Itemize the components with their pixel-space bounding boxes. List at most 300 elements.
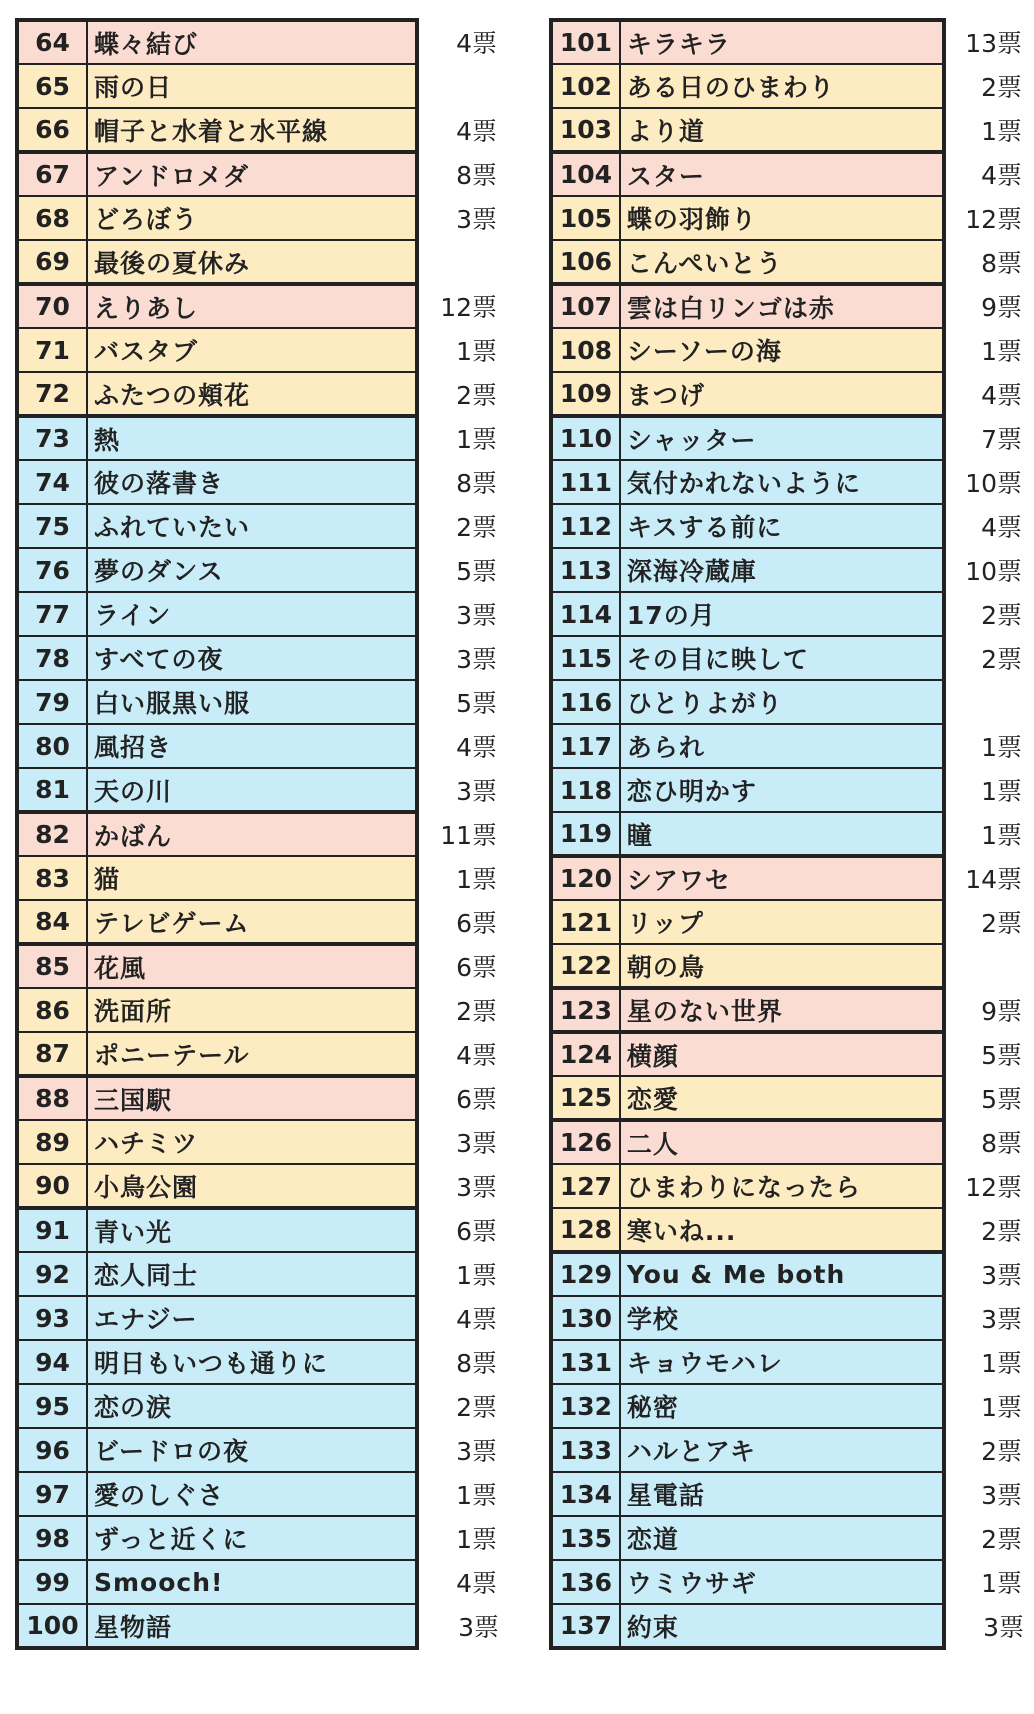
- song-number: 108: [551, 328, 620, 372]
- song-number: 71: [17, 328, 87, 372]
- song-title: リップ: [620, 900, 944, 944]
- table-row: [17, 196, 507, 240]
- song-title: 夢のダンス: [87, 548, 417, 592]
- table-row: [17, 416, 507, 460]
- table-row: [551, 240, 1032, 284]
- vote-count: 3票: [944, 1296, 1032, 1340]
- vote-count: 4票: [417, 1296, 507, 1340]
- song-number: 128: [551, 1208, 620, 1252]
- vote-count: 9票: [944, 988, 1032, 1032]
- vote-count: 4票: [944, 372, 1032, 416]
- table-row: [551, 1472, 1032, 1516]
- song-number: 105: [551, 196, 620, 240]
- table-row: [551, 1340, 1032, 1384]
- table-row: [551, 1384, 1032, 1428]
- song-title: その目に映して: [620, 636, 944, 680]
- song-title: より道: [620, 108, 944, 152]
- song-title: ふたつの頬花: [87, 372, 417, 416]
- table-row: [17, 1604, 507, 1648]
- song-number: 102: [551, 64, 620, 108]
- table-row: [551, 1164, 1032, 1208]
- song-title: 恋の涙: [87, 1384, 417, 1428]
- song-title: 彼の落書き: [87, 460, 417, 504]
- table-row: [551, 416, 1032, 460]
- song-number: 66: [17, 108, 87, 152]
- table-row: [17, 1296, 507, 1340]
- vote-count: 3票: [944, 1472, 1032, 1516]
- vote-count: 3票: [417, 1428, 507, 1472]
- song-title: ふれていたい: [87, 504, 417, 548]
- vote-count: 5票: [417, 680, 507, 724]
- vote-count: 8票: [944, 1120, 1032, 1164]
- table-row: [551, 1208, 1032, 1252]
- song-title: You & Me both: [620, 1252, 944, 1296]
- table-row: [17, 812, 507, 856]
- song-number: 125: [551, 1076, 620, 1120]
- song-number: 70: [17, 284, 87, 328]
- vote-count: 1票: [417, 1252, 507, 1296]
- vote-count: 13票: [944, 20, 1032, 64]
- vote-count: 1票: [944, 724, 1032, 768]
- table-row: [17, 240, 507, 284]
- table-row: [17, 284, 507, 328]
- song-number: 98: [17, 1516, 87, 1560]
- vote-count: 12票: [944, 1164, 1032, 1208]
- vote-count: 1票: [944, 328, 1032, 372]
- vote-count: 10票: [944, 460, 1032, 504]
- vote-count: 1票: [417, 1472, 507, 1516]
- song-title: 二人: [620, 1120, 944, 1164]
- song-title: 雨の日: [87, 64, 417, 108]
- song-number: 67: [17, 152, 87, 196]
- song-number: 124: [551, 1032, 620, 1076]
- vote-count: 2票: [944, 1516, 1032, 1560]
- table-row: [551, 988, 1032, 1032]
- vote-count: 8票: [417, 1340, 507, 1384]
- song-title: 熱: [87, 416, 417, 460]
- song-title: 洗面所: [87, 988, 417, 1032]
- table-row: [551, 1428, 1032, 1472]
- vote-count: 1票: [944, 1340, 1032, 1384]
- song-title: 恋人同士: [87, 1252, 417, 1296]
- song-title: ビードロの夜: [87, 1428, 417, 1472]
- vote-count: 2票: [417, 1384, 507, 1428]
- vote-count: 1票: [944, 1384, 1032, 1428]
- vote-count: 8票: [944, 240, 1032, 284]
- table-row: [551, 1120, 1032, 1164]
- table-row: [17, 680, 507, 724]
- song-number: 130: [551, 1296, 620, 1340]
- song-title: どろぼう: [87, 196, 417, 240]
- song-title: キスする前に: [620, 504, 944, 548]
- table-row: [551, 768, 1032, 812]
- table-row: [17, 548, 507, 592]
- vote-count: 1票: [417, 856, 507, 900]
- song-title: 恋愛: [620, 1076, 944, 1120]
- table-row: [17, 372, 507, 416]
- song-number: 114: [551, 592, 620, 636]
- table-row: [17, 768, 507, 812]
- vote-count: 3票: [417, 592, 507, 636]
- table-row: [551, 680, 1032, 724]
- table-row: [17, 1164, 507, 1208]
- song-number: 129: [551, 1252, 620, 1296]
- song-number: 133: [551, 1428, 620, 1472]
- song-number: 87: [17, 1032, 87, 1076]
- song-title: シャッター: [620, 416, 944, 460]
- song-number: 77: [17, 592, 87, 636]
- song-number: 115: [551, 636, 620, 680]
- vote-count: 4票: [417, 1560, 507, 1604]
- song-number: 113: [551, 548, 620, 592]
- table-row: [17, 1208, 507, 1252]
- vote-count: 3票: [417, 768, 507, 812]
- song-number: 84: [17, 900, 87, 944]
- song-number: 69: [17, 240, 87, 284]
- song-number: 119: [551, 812, 620, 856]
- vote-count: 5票: [417, 548, 507, 592]
- vote-count: 2票: [944, 64, 1032, 108]
- song-title: 恋道: [620, 1516, 944, 1560]
- vote-count: 2票: [944, 1208, 1032, 1252]
- song-title: 小鳥公園: [87, 1164, 417, 1208]
- song-number: 100: [17, 1604, 87, 1648]
- song-title: エナジー: [87, 1296, 417, 1340]
- song-number: 83: [17, 856, 87, 900]
- table-row: [551, 592, 1032, 636]
- song-number: 89: [17, 1120, 87, 1164]
- table-row: [551, 284, 1032, 328]
- song-number: 86: [17, 988, 87, 1032]
- song-title: ハチミツ: [87, 1120, 417, 1164]
- table-row: [551, 1252, 1032, 1296]
- song-title: 気付かれないように: [620, 460, 944, 504]
- table-row: [551, 900, 1032, 944]
- song-number: 131: [551, 1340, 620, 1384]
- song-number: 93: [17, 1296, 87, 1340]
- vote-count: 5票: [944, 1032, 1032, 1076]
- vote-count: 1票: [417, 328, 507, 372]
- table-row: [17, 1472, 507, 1516]
- table-row: [17, 1516, 507, 1560]
- song-number: 80: [17, 724, 87, 768]
- song-number: 74: [17, 460, 87, 504]
- song-number: 120: [551, 856, 620, 900]
- song-title: アンドロメダ: [87, 152, 417, 196]
- table-row: [551, 1560, 1032, 1604]
- vote-count: 1票: [944, 108, 1032, 152]
- vote-count: 10票: [944, 548, 1032, 592]
- vote-count: [944, 944, 1032, 988]
- song-title: 学校: [620, 1296, 944, 1340]
- table-row: [551, 944, 1032, 988]
- song-title: 蝶々結び: [87, 20, 417, 64]
- song-title: 17の月: [620, 592, 944, 636]
- song-number: 73: [17, 416, 87, 460]
- song-number: 97: [17, 1472, 87, 1516]
- song-number: 118: [551, 768, 620, 812]
- song-number: 68: [17, 196, 87, 240]
- table-row: [17, 108, 507, 152]
- song-title: シアワセ: [620, 856, 944, 900]
- song-number: 135: [551, 1516, 620, 1560]
- song-title: 天の川: [87, 768, 417, 812]
- song-title: 帽子と水着と水平線: [87, 108, 417, 152]
- song-number: 81: [17, 768, 87, 812]
- vote-count: 1票: [417, 1516, 507, 1560]
- vote-count: 11票: [417, 812, 507, 856]
- song-title: 猫: [87, 856, 417, 900]
- song-table-left-body: [17, 20, 507, 1648]
- table-row: [551, 812, 1032, 856]
- vote-count: [417, 240, 507, 284]
- table-row: [17, 152, 507, 196]
- song-number: 116: [551, 680, 620, 724]
- song-number: 137: [551, 1604, 620, 1648]
- table-row: [17, 1340, 507, 1384]
- vote-count: 14票: [944, 856, 1032, 900]
- song-number: 91: [17, 1208, 87, 1252]
- song-title: 深海冷蔵庫: [620, 548, 944, 592]
- song-number: 136: [551, 1560, 620, 1604]
- vote-count: 8票: [417, 460, 507, 504]
- song-number: 110: [551, 416, 620, 460]
- song-title: 寒いね...: [620, 1208, 944, 1252]
- song-number: 101: [551, 20, 620, 64]
- table-row: [551, 1076, 1032, 1120]
- vote-count: 4票: [417, 724, 507, 768]
- vote-count: 6票: [417, 944, 507, 988]
- vote-count: 2票: [944, 900, 1032, 944]
- song-number: 76: [17, 548, 87, 592]
- song-table-right-body: [551, 20, 1032, 1648]
- table-row: [551, 1516, 1032, 1560]
- table-row: [17, 1428, 507, 1472]
- song-title: 明日もいつも通りに: [87, 1340, 417, 1384]
- song-title: ひまわりになったら: [620, 1164, 944, 1208]
- table-row: [551, 1296, 1032, 1340]
- vote-count: 3票: [944, 1252, 1032, 1296]
- song-title: ずっと近くに: [87, 1516, 417, 1560]
- table-row: [551, 20, 1032, 64]
- song-title: 蝶の羽飾り: [620, 196, 944, 240]
- table-row: [17, 328, 507, 372]
- song-title: 瞳: [620, 812, 944, 856]
- song-number: 82: [17, 812, 87, 856]
- song-number: 123: [551, 988, 620, 1032]
- song-title: 風招き: [87, 724, 417, 768]
- song-number: 85: [17, 944, 87, 988]
- song-number: 104: [551, 152, 620, 196]
- song-number: 121: [551, 900, 620, 944]
- song-number: 96: [17, 1428, 87, 1472]
- table-row: [551, 64, 1032, 108]
- table-row: [17, 20, 507, 64]
- song-title: 秘密: [620, 1384, 944, 1428]
- song-title: ハルとアキ: [620, 1428, 944, 1472]
- table-row: [17, 856, 507, 900]
- song-title: Smooch!: [87, 1560, 417, 1604]
- vote-count: 6票: [417, 1208, 507, 1252]
- song-number: 75: [17, 504, 87, 548]
- song-title: ポニーテール: [87, 1032, 417, 1076]
- vote-count: 2票: [944, 1428, 1032, 1472]
- table-row: [551, 196, 1032, 240]
- vote-count: 12票: [417, 284, 507, 328]
- vote-count: 4票: [417, 1032, 507, 1076]
- song-number: 64: [17, 20, 87, 64]
- song-number: 127: [551, 1164, 620, 1208]
- song-number: 109: [551, 372, 620, 416]
- table-row: [17, 1560, 507, 1604]
- vote-count: 2票: [417, 372, 507, 416]
- song-title: 星物語: [87, 1604, 417, 1648]
- song-title: キョウモハレ: [620, 1340, 944, 1384]
- song-number: 88: [17, 1076, 87, 1120]
- song-number: 72: [17, 372, 87, 416]
- song-table-left: [15, 18, 509, 1650]
- song-number: 122: [551, 944, 620, 988]
- vote-count: 1票: [944, 1560, 1032, 1604]
- vote-count: 12票: [944, 196, 1032, 240]
- song-title: キラキラ: [620, 20, 944, 64]
- vote-count: 5票: [944, 1076, 1032, 1120]
- table-row: [551, 504, 1032, 548]
- table-row: [551, 460, 1032, 504]
- table-row: [17, 1032, 507, 1076]
- song-number: 92: [17, 1252, 87, 1296]
- song-title: あられ: [620, 724, 944, 768]
- vote-count: 3票: [417, 1120, 507, 1164]
- table-row: [551, 724, 1032, 768]
- table-row: [17, 724, 507, 768]
- song-number: 95: [17, 1384, 87, 1428]
- table-row: [17, 592, 507, 636]
- vote-count: [944, 680, 1032, 724]
- song-title: 朝の鳥: [620, 944, 944, 988]
- table-row: [551, 1604, 1032, 1648]
- table-row: [551, 636, 1032, 680]
- song-title: こんぺいとう: [620, 240, 944, 284]
- song-title: ひとりよがり: [620, 680, 944, 724]
- song-number: 134: [551, 1472, 620, 1516]
- table-row: [551, 1032, 1032, 1076]
- table-row: [17, 504, 507, 548]
- song-number: 99: [17, 1560, 87, 1604]
- vote-count: 1票: [944, 768, 1032, 812]
- table-row: [17, 1384, 507, 1428]
- table-row: [17, 988, 507, 1032]
- vote-count: 3票: [417, 196, 507, 240]
- vote-count: 1票: [944, 812, 1032, 856]
- song-title: 最後の夏休み: [87, 240, 417, 284]
- song-table-right: [549, 18, 1034, 1650]
- song-number: 90: [17, 1164, 87, 1208]
- song-number: 107: [551, 284, 620, 328]
- vote-count: 3票: [417, 636, 507, 680]
- table-row: [17, 944, 507, 988]
- song-title: 星電話: [620, 1472, 944, 1516]
- song-title: 約束: [620, 1604, 944, 1648]
- vote-count: 2票: [944, 592, 1032, 636]
- song-title: 愛のしぐさ: [87, 1472, 417, 1516]
- song-title: 星のない世界: [620, 988, 944, 1032]
- song-number: 78: [17, 636, 87, 680]
- table-row: [17, 1076, 507, 1120]
- song-title: ライン: [87, 592, 417, 636]
- vote-count: 2票: [944, 636, 1032, 680]
- table-row: [17, 460, 507, 504]
- song-number: 126: [551, 1120, 620, 1164]
- table-row: [551, 108, 1032, 152]
- song-number: 117: [551, 724, 620, 768]
- song-title: 恋ひ明かす: [620, 768, 944, 812]
- song-title: ウミウサギ: [620, 1560, 944, 1604]
- song-number: 111: [551, 460, 620, 504]
- vote-count: 9票: [944, 284, 1032, 328]
- song-number: 132: [551, 1384, 620, 1428]
- song-number: 79: [17, 680, 87, 724]
- vote-count: 2票: [417, 988, 507, 1032]
- song-title: かばん: [87, 812, 417, 856]
- table-row: [17, 1252, 507, 1296]
- vote-count: 4票: [944, 152, 1032, 196]
- table-row: [551, 856, 1032, 900]
- vote-count: 3票: [417, 1604, 507, 1648]
- vote-count: 4票: [417, 108, 507, 152]
- song-number: 103: [551, 108, 620, 152]
- vote-count: 3票: [944, 1604, 1032, 1648]
- song-title: 白い服黒い服: [87, 680, 417, 724]
- vote-count: 4票: [417, 20, 507, 64]
- table-row: [551, 152, 1032, 196]
- song-title: 三国駅: [87, 1076, 417, 1120]
- song-title: 横顔: [620, 1032, 944, 1076]
- vote-count: 4票: [944, 504, 1032, 548]
- vote-count: 3票: [417, 1164, 507, 1208]
- table-row: [17, 900, 507, 944]
- table-row: [551, 372, 1032, 416]
- song-title: 雲は白リンゴは赤: [620, 284, 944, 328]
- vote-count: 8票: [417, 152, 507, 196]
- vote-count: 6票: [417, 900, 507, 944]
- vote-count: 1票: [417, 416, 507, 460]
- song-title: バスタブ: [87, 328, 417, 372]
- vote-count: 7票: [944, 416, 1032, 460]
- song-title: すべての夜: [87, 636, 417, 680]
- vote-count: 2票: [417, 504, 507, 548]
- song-number: 94: [17, 1340, 87, 1384]
- song-number: 112: [551, 504, 620, 548]
- song-title: シーソーの海: [620, 328, 944, 372]
- song-title: スター: [620, 152, 944, 196]
- song-title: えりあし: [87, 284, 417, 328]
- song-number: 106: [551, 240, 620, 284]
- song-title: テレビゲーム: [87, 900, 417, 944]
- table-row: [17, 1120, 507, 1164]
- table-row: [17, 636, 507, 680]
- vote-count: 6票: [417, 1076, 507, 1120]
- table-row: [551, 328, 1032, 372]
- song-title: 青い光: [87, 1208, 417, 1252]
- song-title: 花風: [87, 944, 417, 988]
- song-number: 65: [17, 64, 87, 108]
- song-title: まつげ: [620, 372, 944, 416]
- vote-count: [417, 64, 507, 108]
- song-title: ある日のひまわり: [620, 64, 944, 108]
- table-row: [17, 64, 507, 108]
- table-row: [551, 548, 1032, 592]
